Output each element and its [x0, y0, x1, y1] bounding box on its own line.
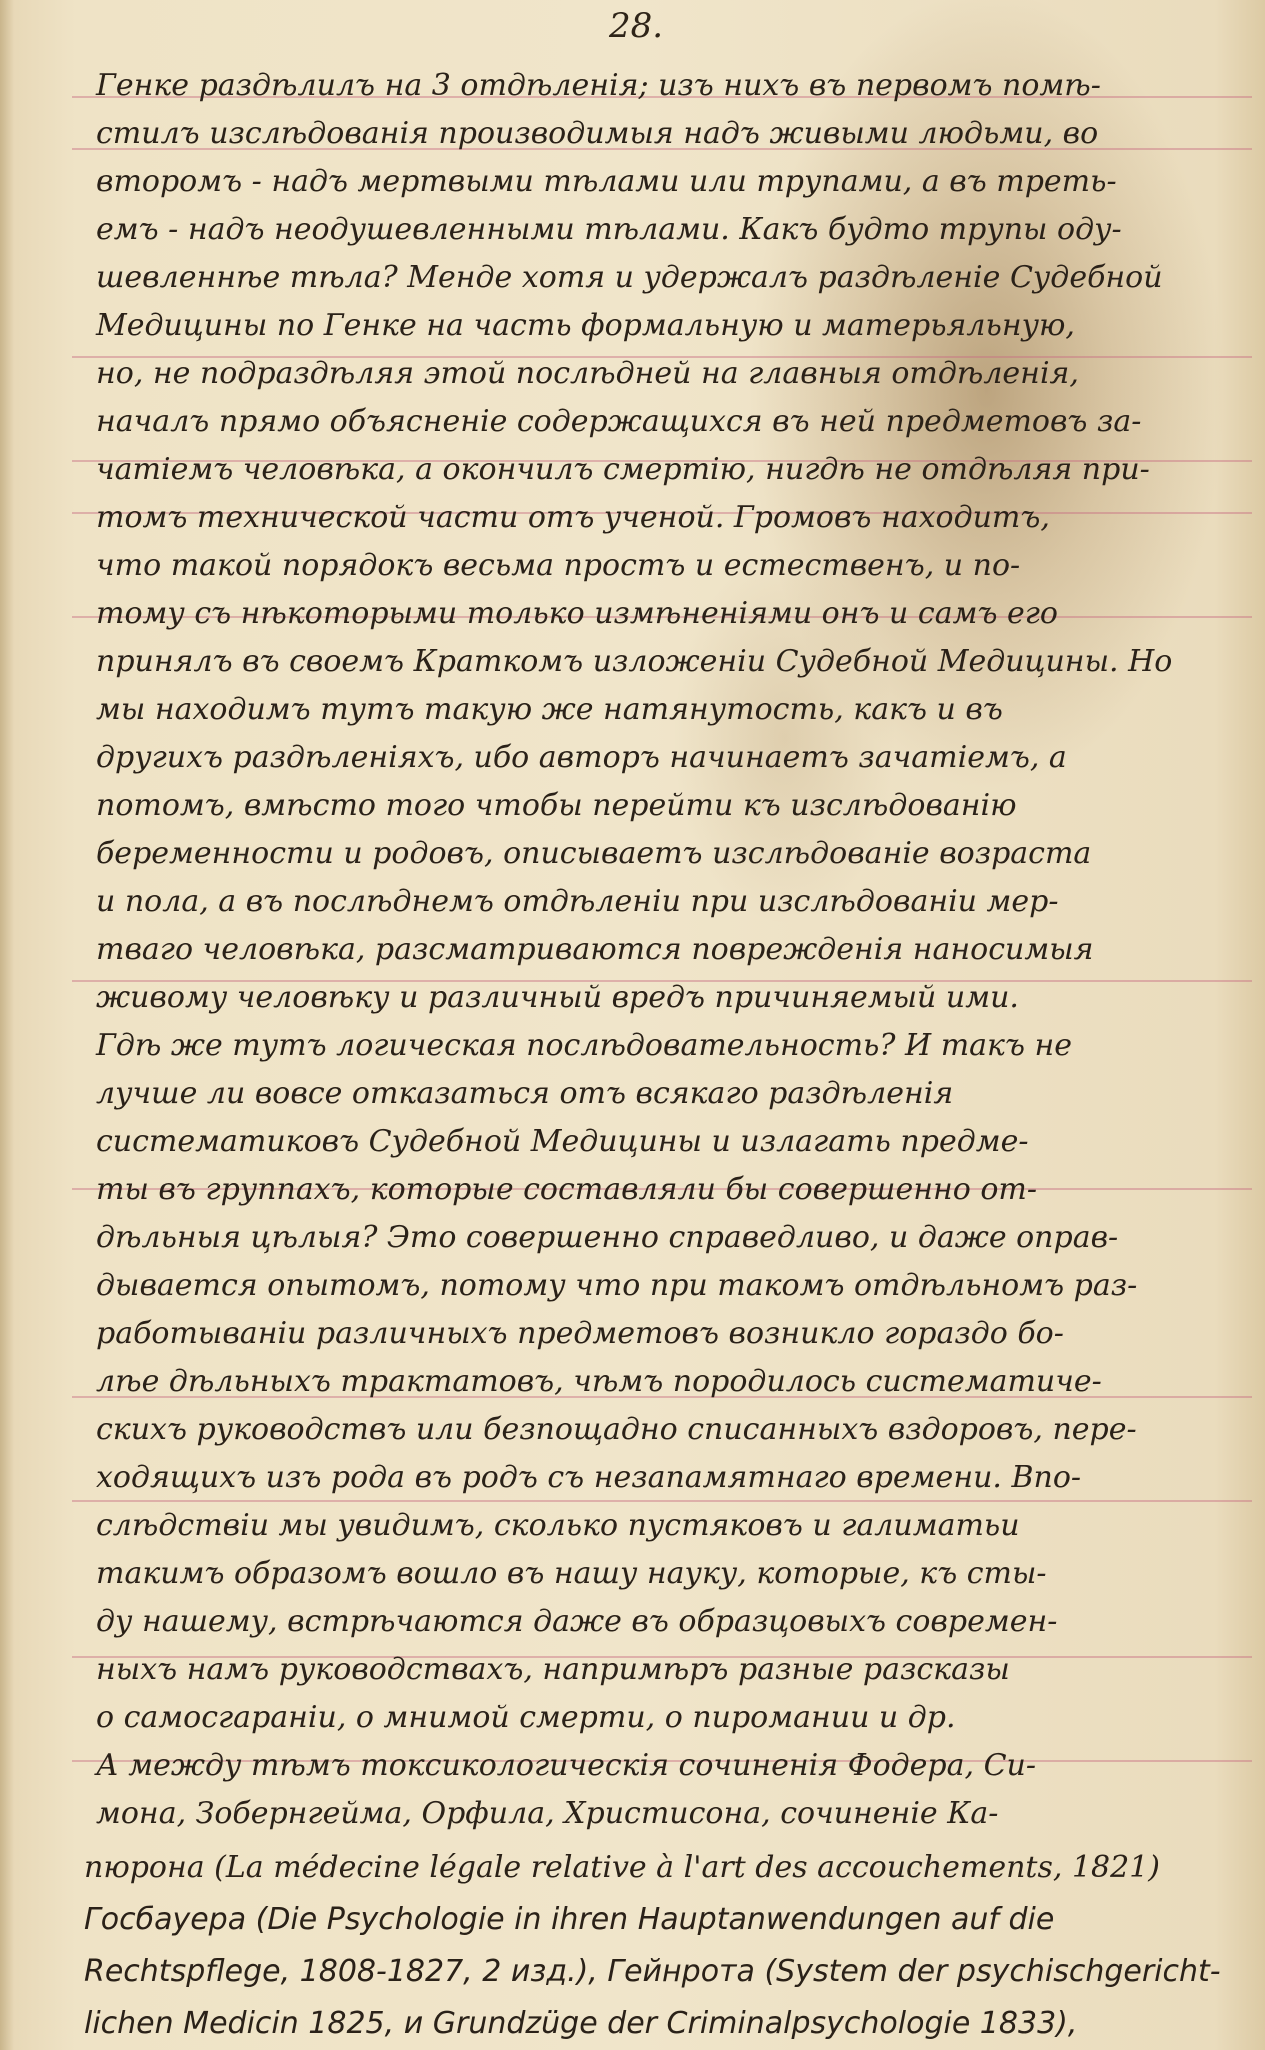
- text-line: дѣльныя цѣлыя? Это совершенно справедливо, и даже оправ-: [96, 1220, 1119, 1255]
- text-line: шевленнѣе тѣла? Менде хотя и удержалъ раздѣленіе Судебной: [96, 260, 1163, 295]
- text-line: ты въ группахъ, которые составляли бы совершенно от-: [96, 1172, 1037, 1207]
- text-line: мона, Зобернгейма, Орфила, Христисона, сочиненіе Ка-: [96, 1796, 999, 1831]
- text-line: лѣе дѣльныхъ трактатовъ, чѣмъ породилось систематиче-: [96, 1364, 1102, 1399]
- text-line: живому человѣку и различный вредъ причиняемый ими.: [96, 980, 1019, 1015]
- text-line: томъ технической части отъ ученой. Громовъ находитъ,: [96, 500, 1050, 535]
- text-line: слѣдствіи мы увидимъ, сколько пустяковъ и галиматьи: [96, 1508, 1020, 1543]
- text-line: Медицины по Генке на часть формальную и матерьяльную,: [96, 308, 1075, 343]
- text-line: работываніи различныхъ предметовъ возникло гораздо бо-: [96, 1316, 1064, 1351]
- text-line: скихъ руководствъ или безпощадно списанныхъ вздоровъ, пере-: [96, 1412, 1137, 1447]
- text-line: Генке раздѣлилъ на 3 отдѣленія; изъ нихъ въ первомъ помѣ-: [96, 68, 1101, 103]
- text-line: Гдѣ же тутъ логическая послѣдовательность? И такъ не: [96, 1028, 1072, 1063]
- text-line: ходящихъ изъ рода въ родъ съ незапамятнаго времени. Впо-: [96, 1460, 1082, 1495]
- text-line: чатіемъ человѣка, а окончилъ смертію, нигдѣ не отдѣляя при-: [96, 452, 1150, 487]
- page-number: 28.: [608, 6, 664, 46]
- text-line: ду нашему, встрѣчаются даже въ образцовыхъ современ-: [96, 1604, 1058, 1639]
- text-line: стилъ изслѣдованія производимыя надъ живыми людьми, во: [96, 116, 1099, 151]
- text-line: но, не подраздѣляя этой послѣдней на главныя отдѣленія,: [96, 356, 1079, 391]
- text-line: другихъ раздѣленіяхъ, ибо авторъ начинаетъ зачатіемъ, а: [96, 740, 1067, 775]
- text-line: тваго человѣка, разсматриваются поврежденія наносимыя: [96, 932, 1094, 967]
- text-line: второмъ - надъ мертвыми тѣлами или трупами, а въ треть-: [96, 164, 1117, 199]
- text-line: такимъ образомъ вошло въ нашу науку, которые, къ сты-: [96, 1556, 1047, 1591]
- text-line: что такой порядокъ весьма простъ и естественъ, и по-: [96, 548, 1021, 583]
- text-line: дывается опытомъ, потому что при такомъ отдѣльномъ раз-: [96, 1268, 1138, 1303]
- text-line: и пола, а въ послѣднемъ отдѣленіи при изслѣдованіи мер-: [96, 884, 1059, 919]
- text-line: потомъ, вмѣсто того чтобы перейти къ изслѣдованію: [96, 788, 1017, 823]
- text-line: мы находимъ тутъ такую же натянутость, какъ и въ: [96, 692, 1003, 727]
- text-line: тому съ нѣкоторыми только измѣненіями онъ и самъ его: [96, 596, 1058, 631]
- text-line: А между тѣмъ токсикологическія сочиненія Фодера, Си-: [96, 1748, 1036, 1783]
- text-line: принялъ въ своемъ Краткомъ изложеніи Судебной Медицины. Но: [96, 644, 1173, 679]
- page-edge-shadow: [0, 0, 14, 2050]
- text-line: Госбауера (Die Psychologie in ihren Hauptanwendungen auf die: [84, 1902, 1055, 1937]
- text-line: ныхъ намъ руководствахъ, напримѣръ разные разсказы: [96, 1652, 1010, 1687]
- text-line: началъ прямо объясненіе содержащихся въ ней предметовъ за-: [96, 404, 1142, 439]
- text-line: lichen Medicin 1825, и Grundzüge der Criminalpsychologie 1833),: [84, 2006, 1078, 2041]
- text-line: о самосгараніи, о мнимой смерти, о пиромании и др.: [96, 1700, 956, 1735]
- text-line: систематиковъ Судебной Медицины и излагать предме-: [96, 1124, 1029, 1159]
- text-line: Rechtspflege, 1808-1827, 2 изд.), Гейнрота (System der psychischgericht-: [84, 1954, 1221, 1989]
- text-line: емъ - надъ неодушевленными тѣлами. Какъ будто трупы оду-: [96, 212, 1122, 247]
- text-line: лучше ли вовсе отказаться отъ всякаго раздѣленія: [96, 1076, 954, 1111]
- text-line: беременности и родовъ, описываетъ изслѣдованіе возраста: [96, 836, 1092, 871]
- text-line: пюрона (La médecine légale relative à l'art des accouchements, 1821): [84, 1850, 1161, 1885]
